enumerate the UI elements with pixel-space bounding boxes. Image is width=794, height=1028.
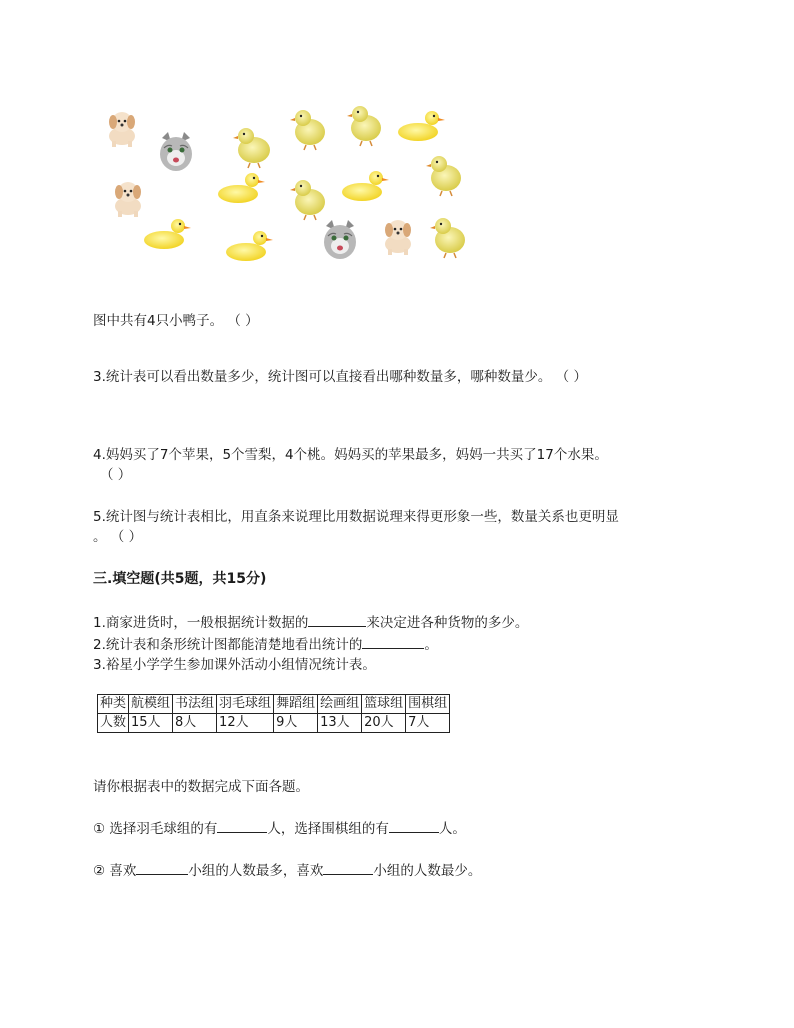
table-instruction: 请你根据表中的数据完成下面各题。	[93, 779, 309, 795]
table-cell: 8人	[173, 714, 217, 733]
answer-blank[interactable]	[308, 612, 366, 627]
fill-1-before: 1.商家进货时，一般根据统计数据的	[93, 615, 309, 631]
duckling-icon	[342, 171, 389, 201]
table-cell: 篮球组	[362, 695, 406, 714]
puppy-icon	[109, 112, 135, 147]
table-cell: 12人	[217, 714, 274, 733]
duckling-icon	[218, 173, 265, 203]
duckling-icon	[226, 231, 273, 261]
duckling-icon	[398, 111, 445, 141]
sub-2-part-c: 小组的人数最少。	[373, 863, 482, 879]
question-5-line2: 。 （ ）	[93, 529, 143, 545]
chick-icon	[290, 110, 325, 150]
puppy-icon	[115, 182, 141, 217]
kitten-icon	[324, 220, 356, 259]
sub-2-part-b: 小组的人数最多，喜欢	[188, 863, 324, 879]
table-cell: 羽毛球组	[217, 695, 274, 714]
table-cell: 舞蹈组	[274, 695, 318, 714]
fill-question-2	[93, 634, 438, 654]
sub-1-part-a: ① 选择羽毛球组的有	[93, 821, 218, 837]
question-5-line1: 5.统计图与统计表相比，用直条来说理比用数据说理来得更形象一些，数量关系也更明显	[93, 509, 619, 525]
table-header-row	[98, 695, 450, 714]
table-cell: 种类	[98, 695, 129, 714]
table-row	[98, 714, 450, 733]
question-4-line2: （ ）	[100, 467, 132, 483]
fill-question-3: 3.裕星小学学生参加课外活动小组情况统计表。	[93, 657, 376, 673]
sub-1-part-c: 人。	[438, 821, 466, 837]
table-cell: 航模组	[129, 695, 173, 714]
chick-icon	[347, 106, 381, 146]
question-3: 3.统计表可以看出数量多少，统计图可以直接看出哪种数量多，哪种数量少。 （ ）	[93, 369, 587, 385]
fill-2-before: 2.统计表和条形统计图都能清楚地看出统计的	[93, 637, 363, 653]
table-cell: 13人	[318, 714, 362, 733]
animals-figure	[96, 98, 476, 273]
sub-2-part-a: ② 喜欢	[93, 863, 137, 879]
section-heading: 三.填空题(共5题，共15分)	[93, 571, 267, 587]
fill-question-1	[93, 612, 528, 632]
table-cell: 围棋组	[406, 695, 450, 714]
duckling-icon	[144, 219, 191, 249]
question-4-line1: 4.妈妈买了7个苹果，5个雪梨，4个桃。妈妈买的苹果最多，妈妈一共买了17个水果。	[93, 447, 608, 463]
table-cell: 20人	[362, 714, 406, 733]
answer-blank[interactable]	[136, 860, 188, 875]
answer-blank[interactable]	[323, 860, 373, 875]
question-2: 图中共有4只小鸭子。 （ ）	[93, 313, 259, 329]
sub-question-2	[93, 860, 481, 880]
answer-blank[interactable]	[389, 818, 439, 833]
chick-icon	[290, 180, 325, 220]
fill-2-after: 。	[424, 637, 438, 653]
puppy-icon	[385, 220, 411, 255]
sub-question-1	[93, 818, 466, 838]
sub-1-part-b: 人，选择围棋组的有	[267, 821, 389, 837]
chick-icon	[426, 156, 461, 196]
table-cell: 人数	[98, 714, 129, 733]
chick-icon	[430, 218, 465, 258]
table-cell: 9人	[274, 714, 318, 733]
table-cell: 7人	[406, 714, 450, 733]
answer-blank[interactable]	[362, 634, 424, 649]
table-cell: 书法组	[173, 695, 217, 714]
kitten-icon	[160, 132, 192, 171]
table-cell: 15人	[129, 714, 173, 733]
answer-blank[interactable]	[217, 818, 267, 833]
table-cell: 绘画组	[318, 695, 362, 714]
activity-stats-table	[97, 694, 450, 733]
chick-icon	[233, 128, 270, 168]
fill-1-after: 来决定进各种货物的多少。	[366, 615, 529, 631]
